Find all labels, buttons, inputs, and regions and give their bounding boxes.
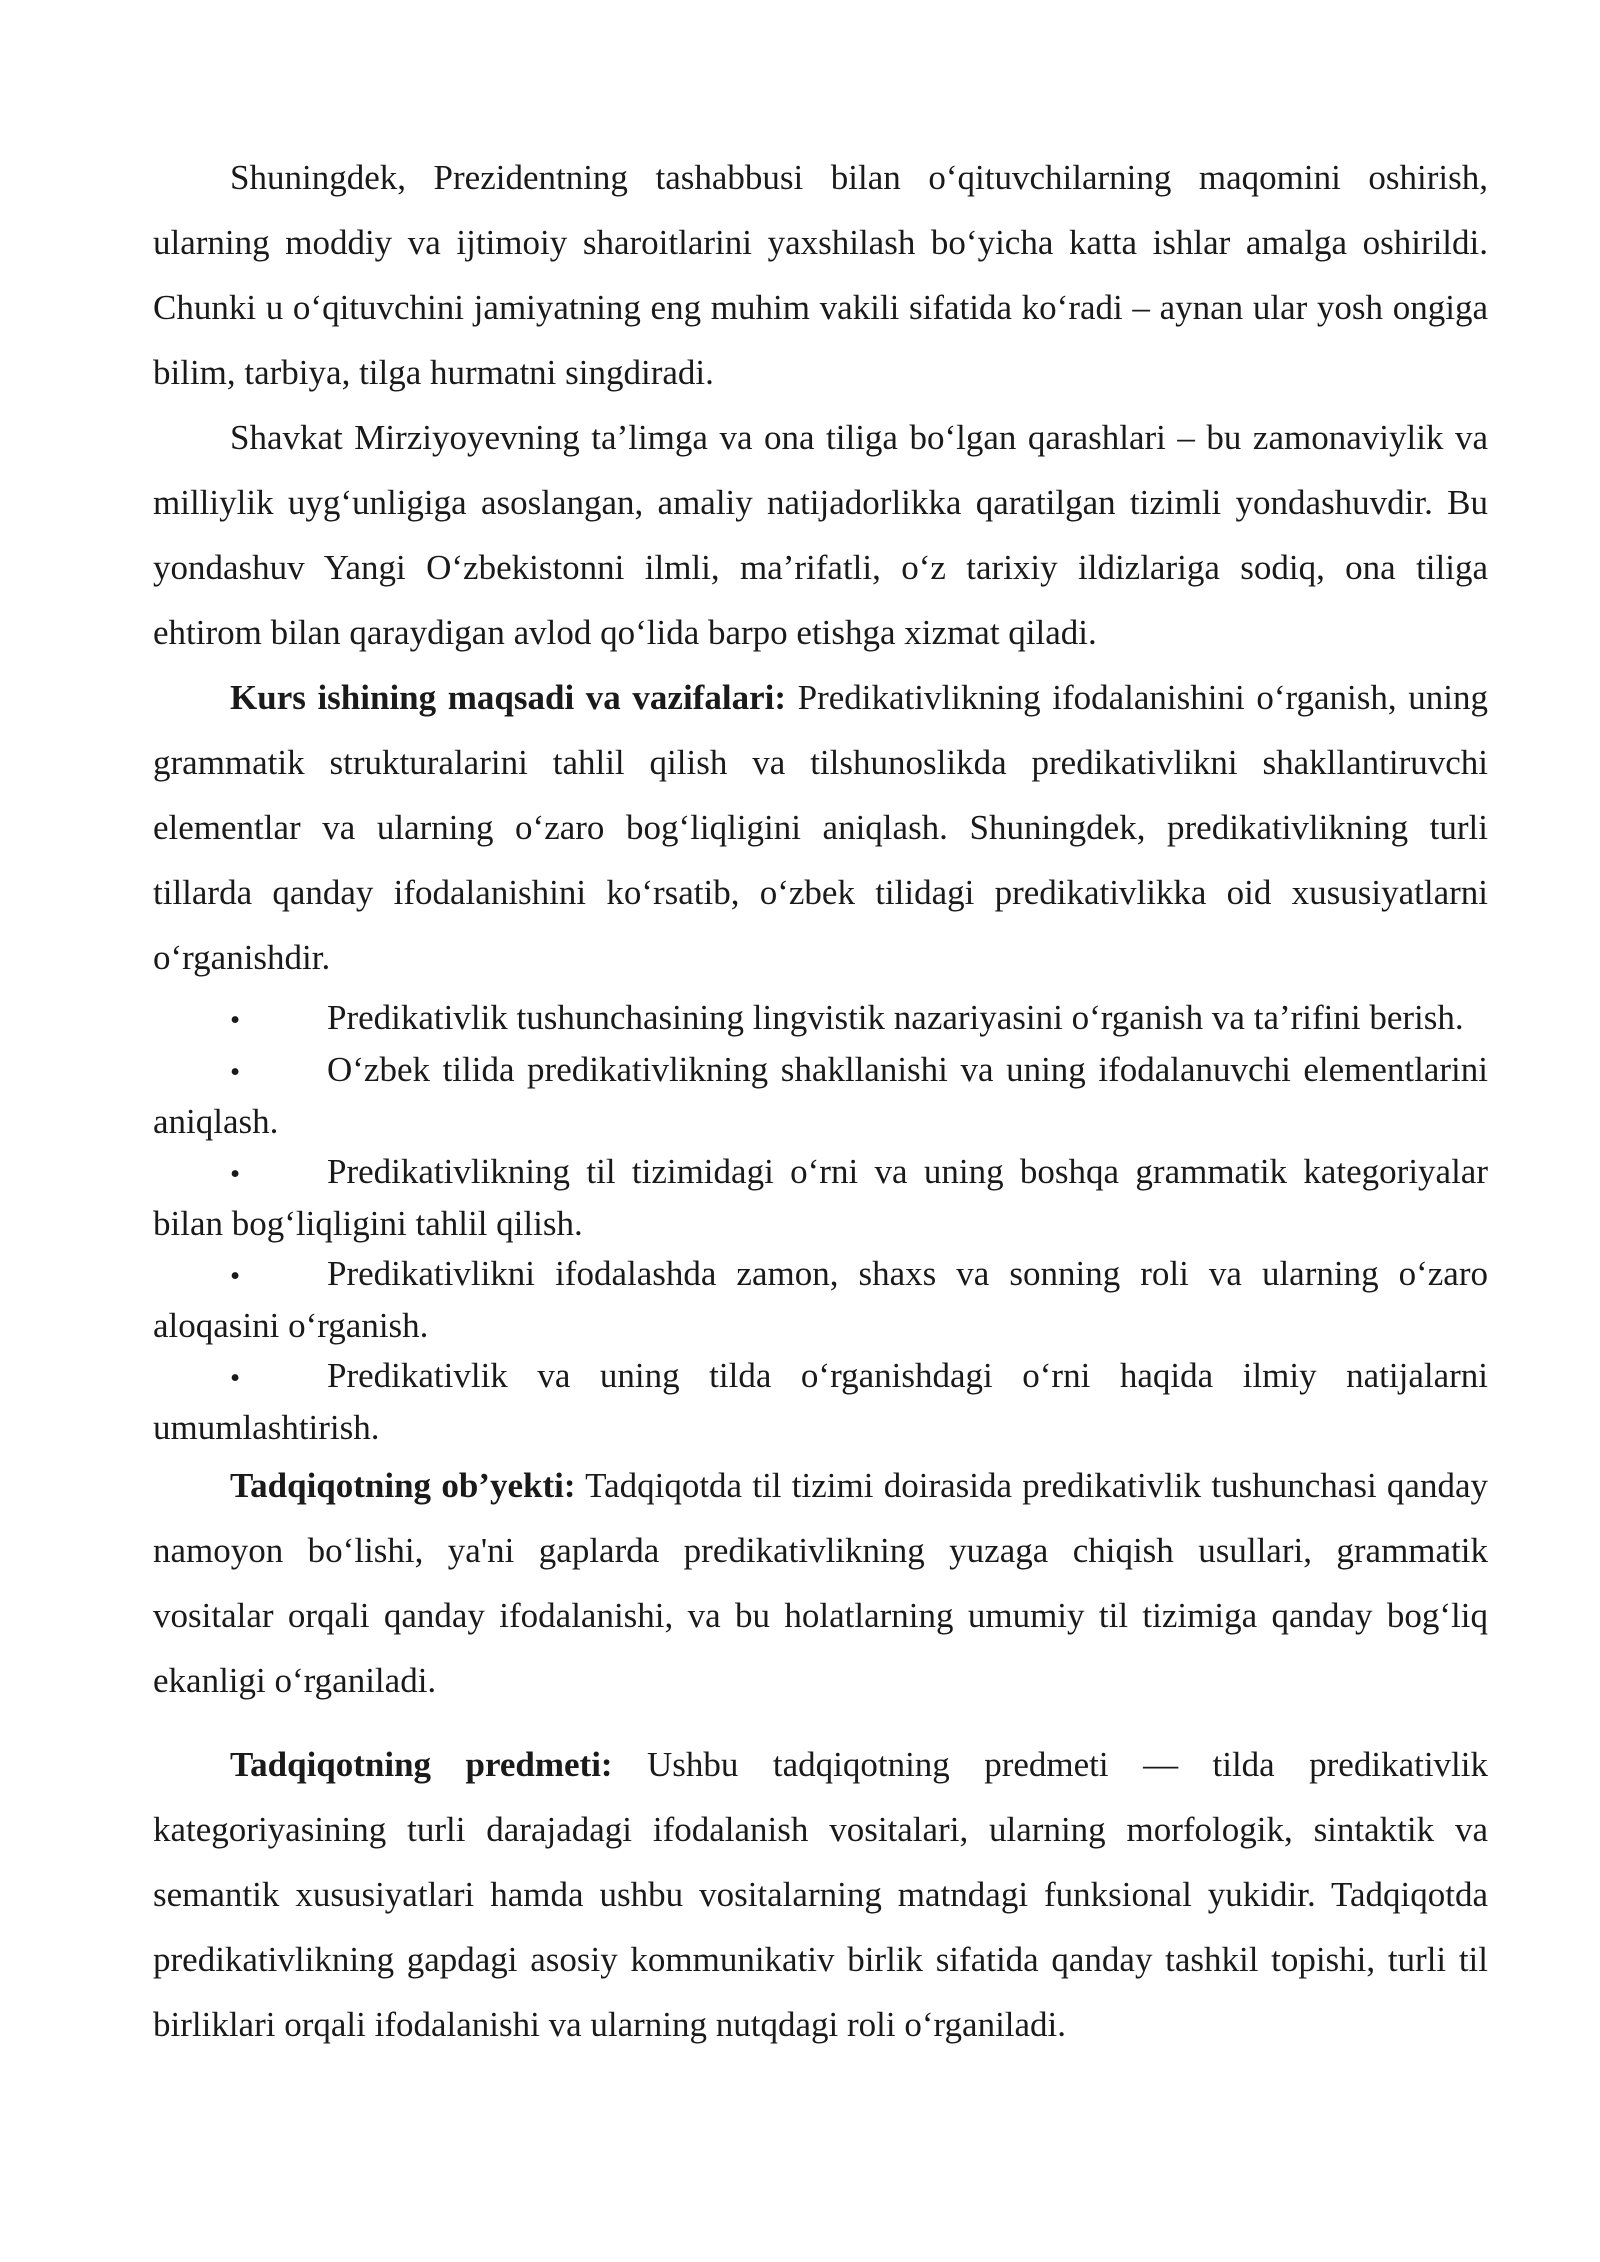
subject-text: Ushbu tadqiqotning predmeti — tilda predikativlik kategoriyasining turli darajadagi ifodalanish vositalari, ularning morfologik, sintaktik va semantik xususiyatlari hamda ushbu vositalarning matndagi funksional yukidir. Tadqiqotda predikativlikning gapdagi asosiy kommunikativ birlik sifatida qanday tashkil topishi, turli til birliklari orqali ifodalanishi va ularning nutqdagi roli o‘rganiladi.	[153, 1745, 1488, 2044]
list-item	[153, 1249, 1488, 1351]
list-item-text: O‘zbek tilida predikativlikning shakllanishi va uning ifodalanuvchi elementlarini aniqlash.	[153, 1050, 1488, 1141]
list-item	[153, 993, 1488, 1045]
list-item-text: Predikativlik va uning tilda o‘rganishdagi o‘rni haqida ilmiy natijalarni umumlashtirish.	[153, 1356, 1488, 1447]
list-item	[153, 1045, 1488, 1147]
object-heading: Tadqiqotning ob’yekti:	[230, 1466, 576, 1505]
paragraph-goals	[153, 665, 1488, 990]
paragraph-teachers-status: Shuningdek, Prezidentning tashabbusi bilan o‘qituvchilarning maqomini oshirish, ularning moddiy va ijtimoiy sharoitlarini yaxshilash bo‘yicha katta ishlar amalga oshirildi. Chunki u o‘qituvchini jamiyatning eng muhim vakili sifatida ko‘radi – aynan ular yosh ongiga bilim, tarbiya, tilga hurmatni singdiradi.	[153, 158, 1488, 392]
list-item-text: Predikativlikni ifodalashda zamon, shaxs va sonning roli va ularning o‘zaro aloqasini o‘rganish.	[153, 1254, 1488, 1345]
list-item-text: Predikativlikning til tizimidagi o‘rni va uning boshqa grammatik kategoriyalar bilan bog‘liqligini tahlil qilish.	[153, 1152, 1488, 1243]
goals-text: Predikativlikning ifodalanishini o‘rganish, uning grammatik strukturalarini tahlil qilish va tilshunoslikda predikativlikni shakllantiruvchi elementlar va ularning o‘zaro bog‘liqligini aniqlash. Shuningdek, predikativlikning turli tillarda qanday ifodalanishini ko‘rsatib, o‘zbek tilidagi predikativlikka oid xususiyatlarni o‘rganishdir.	[153, 678, 1488, 977]
list-item-text: Predikativlik tushunchasining lingvistik nazariyasini o‘rganish va ta’rifini berish.	[327, 998, 1464, 1037]
goals-heading: Kurs ishining maqsadi va vazifalari:	[230, 678, 786, 717]
bullet-icon: •	[230, 1004, 241, 1036]
bullet-icon: •	[230, 1158, 241, 1190]
paragraph-subject	[153, 1732, 1488, 2057]
bullet-icon: •	[230, 1362, 241, 1394]
document-page	[153, 145, 1488, 2057]
bullet-icon: •	[230, 1056, 241, 1088]
list-item	[153, 1351, 1488, 1453]
object-text: Tadqiqotda til tizimi doirasida predikativlik tushunchasi qanday namoyon bo‘lishi, ya'ni gaplarda predikativlikning yuzaga chiqish usullari, grammatik vositalar orqali qanday ifodalanishi, va bu holatlarning umumiy til tizimiga qanday bog‘liq ekanligi o‘rganiladi.	[153, 1466, 1489, 1700]
paragraph-object	[153, 1453, 1488, 1713]
paragraph-mirziyoyev-approach: Shavkat Mirziyoyevning ta’limga va ona tiliga bo‘lgan qarashlari – bu zamonaviylik va milliylik uyg‘unligiga asoslangan, amaliy natijadorlikka qaratilgan tizimli yondashuvdir. Bu yondashuv Yangi O‘zbekistonni ilmli, ma’rifatli, o‘z tarixiy ildizlariga sodiq, ona tiliga ehtirom bilan qaraydigan avlod qo‘lida barpo etishga xizmat qiladi.	[153, 418, 1488, 652]
subject-heading: Tadqiqotning predmeti:	[230, 1745, 613, 1784]
list-item	[153, 1147, 1488, 1249]
tasks-list	[153, 993, 1488, 1453]
bullet-icon: •	[230, 1260, 241, 1292]
